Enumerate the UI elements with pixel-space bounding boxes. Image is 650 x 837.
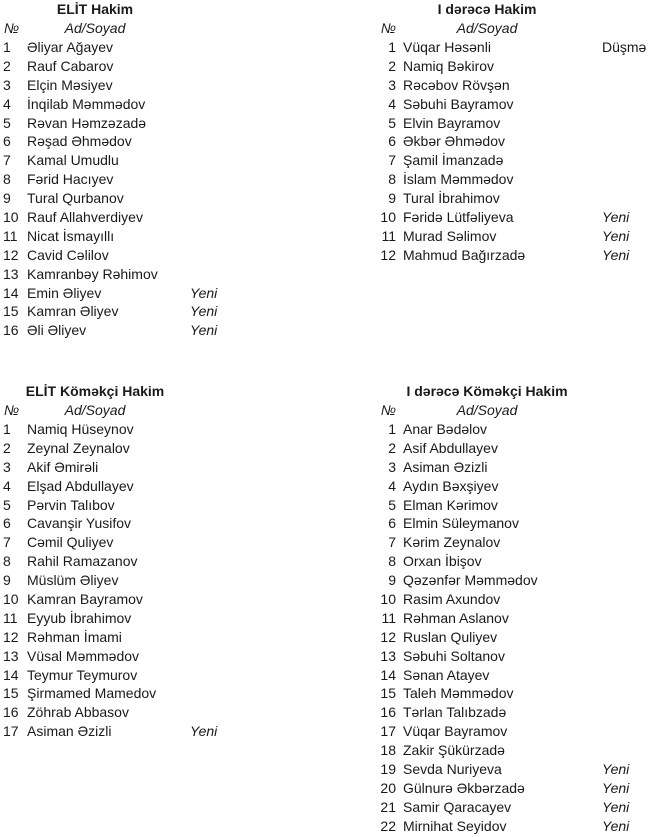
list-item xyxy=(325,420,650,439)
entry-name: Elman Kərimov xyxy=(403,496,498,513)
entry-number: 10 xyxy=(3,209,19,226)
list-item xyxy=(0,95,325,114)
entry-name: Emin Əliyev xyxy=(27,284,102,301)
entry-number: 15 xyxy=(3,303,19,320)
column-header-name: Ad/Soyad xyxy=(64,402,126,418)
entry-number: 11 xyxy=(3,227,18,244)
entry-tag: Yeni xyxy=(602,761,630,778)
entry-number: 7 xyxy=(3,534,11,551)
list-item xyxy=(0,284,325,303)
entry-tag xyxy=(190,439,325,458)
entry-number: 16 xyxy=(3,322,19,339)
list-item xyxy=(325,477,650,496)
entry-number: 12 xyxy=(380,628,396,645)
column-header-name: Ad/Soyad xyxy=(456,20,518,36)
entry-tag: Yeni xyxy=(602,246,630,263)
entry-tag xyxy=(602,666,650,685)
entry-number: 2 xyxy=(3,439,11,456)
entry-name: Cəmil Quliyev xyxy=(27,534,114,551)
entry-tag xyxy=(602,741,650,760)
entry-number: 13 xyxy=(3,647,19,664)
entry-number: 2 xyxy=(388,439,396,456)
entry-name: Taleh Məmmədov xyxy=(403,685,514,702)
entry-tag: Yeni xyxy=(602,817,630,834)
entry-name: Əliyar Ağayev xyxy=(27,39,114,55)
entry-tag xyxy=(190,533,325,552)
entry-name: Tərlan Talıbzadə xyxy=(403,704,507,721)
entry-tag xyxy=(190,151,325,170)
entry-number: 16 xyxy=(380,704,396,721)
entry-number: 10 xyxy=(380,209,396,226)
column-header-number: № xyxy=(4,402,20,418)
list-item xyxy=(325,571,650,590)
list-item xyxy=(325,114,650,133)
entry-number: 2 xyxy=(3,57,11,74)
entry-tag xyxy=(190,114,325,133)
entry-number: 4 xyxy=(3,95,11,112)
entry-number: 17 xyxy=(3,723,19,740)
entry-name: Səbuhi Bayramov xyxy=(403,95,514,112)
entry-name: Mahmud Bağırzadə xyxy=(403,246,526,263)
entry-tag: Yeni xyxy=(602,779,630,796)
entry-number: 18 xyxy=(380,742,396,759)
entry-name: Tural İbrahimov xyxy=(403,190,500,207)
list-item xyxy=(325,647,650,666)
column-header-row xyxy=(0,19,325,38)
list-item xyxy=(325,458,650,477)
entry-tag xyxy=(602,189,650,208)
list-item xyxy=(325,208,650,227)
entry-number: 16 xyxy=(3,704,19,721)
entry-number: 11 xyxy=(381,227,396,244)
list-item xyxy=(0,533,325,552)
list-item xyxy=(0,703,325,722)
entry-name: Aydın Bəxşiyev xyxy=(403,477,499,494)
entry-tag xyxy=(602,571,650,590)
entry-name: Orxan İbişov xyxy=(403,553,482,570)
entry-name: Vüqar Həsənli xyxy=(403,39,491,55)
entry-number: 6 xyxy=(3,133,11,150)
list-item xyxy=(325,95,650,114)
entry-tag xyxy=(602,477,650,496)
entry-number: 8 xyxy=(388,171,396,188)
list-item xyxy=(0,420,325,439)
entry-name: Asiman Əzizli xyxy=(27,723,112,740)
entry-number: 9 xyxy=(388,190,396,207)
entry-number: 13 xyxy=(380,647,396,664)
list-item xyxy=(0,552,325,571)
entry-number: 4 xyxy=(3,477,11,494)
entry-tag xyxy=(602,703,650,722)
section-i-deraca-komakci-hakim xyxy=(325,382,650,836)
column-header-number: № xyxy=(380,402,396,418)
entry-tag xyxy=(190,57,325,76)
list-item xyxy=(0,208,325,227)
entry-name: Elşad Abdullayev xyxy=(27,477,134,494)
section-title: I dərəcə Hakim xyxy=(437,1,537,17)
list-item xyxy=(325,132,650,151)
entry-name: Samir Qaracayev xyxy=(403,798,512,815)
entry-tag: Yeni xyxy=(190,284,218,301)
list-item xyxy=(325,533,650,552)
entry-name: Şirmamed Mamedov xyxy=(27,685,157,702)
entry-name: Rahil Ramazanov xyxy=(27,553,138,570)
entry-tag xyxy=(602,496,650,515)
entry-number: 7 xyxy=(388,152,396,169)
entry-tag xyxy=(602,95,650,114)
entry-tag: Yeni xyxy=(602,227,630,244)
entry-tag xyxy=(602,439,650,458)
entry-name: Müslüm Əliyev xyxy=(27,572,119,589)
entry-tag xyxy=(190,628,325,647)
entry-tag: Yeni xyxy=(190,303,218,320)
entry-tag xyxy=(190,170,325,189)
list-item xyxy=(0,170,325,189)
entry-name: Fəridə Lütfəliyeva xyxy=(403,209,514,226)
list-item xyxy=(325,590,650,609)
entry-number: 14 xyxy=(3,284,19,301)
list-item xyxy=(0,571,325,590)
list-item xyxy=(0,514,325,533)
entry-tag xyxy=(190,666,325,685)
list-item xyxy=(325,227,650,246)
entry-number: 6 xyxy=(388,133,396,150)
entry-name: Kamranbəy Rəhimov xyxy=(27,265,158,282)
entry-tag xyxy=(602,114,650,133)
entry-tag xyxy=(190,496,325,515)
entry-name: Eyyub İbrahimov xyxy=(27,609,132,626)
list-item xyxy=(0,265,325,284)
list-item xyxy=(325,779,650,798)
entry-tag xyxy=(602,76,650,95)
entry-tag xyxy=(602,420,650,439)
entry-tag xyxy=(190,246,325,265)
list-item xyxy=(0,628,325,647)
entry-tag xyxy=(602,647,650,666)
list-item xyxy=(325,703,650,722)
section-title: ELİT Hakim xyxy=(56,1,134,17)
entry-name: Cavid Cəlilov xyxy=(27,246,109,263)
entry-number: 5 xyxy=(3,496,11,513)
entry-number: 2 xyxy=(388,57,396,74)
entry-number: 19 xyxy=(380,761,396,778)
entry-name: Rəhman Aslanov xyxy=(403,609,509,626)
list-item xyxy=(0,722,325,741)
entry-number: 9 xyxy=(3,190,11,207)
entry-name: Rasim Axundov xyxy=(403,591,501,608)
entry-tag: Yeni xyxy=(190,322,218,339)
entry-tag xyxy=(602,684,650,703)
entry-tag xyxy=(190,647,325,666)
entry-tag xyxy=(190,514,325,533)
list-item xyxy=(325,684,650,703)
entry-number: 15 xyxy=(3,685,19,702)
list-item xyxy=(0,496,325,515)
entry-number: 10 xyxy=(3,591,19,608)
column-header-number: № xyxy=(4,20,20,36)
entry-number: 1 xyxy=(388,39,396,55)
entry-name: Şamil İmanzadə xyxy=(403,152,504,169)
section-i-deraca-hakim xyxy=(325,0,650,265)
entry-tag xyxy=(602,533,650,552)
entry-tag xyxy=(602,552,650,571)
entry-number: 22 xyxy=(380,817,396,834)
entry-tag xyxy=(190,76,325,95)
entry-number: 14 xyxy=(380,666,396,683)
column-header-name: Ad/Soyad xyxy=(456,402,518,418)
entry-name: Sevda Nuriyeva xyxy=(403,761,502,778)
entry-name: Vüsal Məmmədov xyxy=(27,647,140,664)
entry-tag xyxy=(190,458,325,477)
list-item xyxy=(0,684,325,703)
entry-tag xyxy=(602,132,650,151)
entry-name: Namiq Bəkirov xyxy=(403,57,495,74)
entry-name: Anar Bədəlov xyxy=(403,421,488,437)
entry-name: Əli Əliyev xyxy=(27,322,87,339)
entry-tag: Yeni xyxy=(602,209,630,226)
entry-number: 5 xyxy=(388,496,396,513)
column-header-name: Ad/Soyad xyxy=(64,20,126,36)
entry-name: Rəcəbov Rövşən xyxy=(403,76,510,93)
entry-tag xyxy=(190,189,325,208)
entry-number: 8 xyxy=(388,553,396,570)
entry-tag xyxy=(602,628,650,647)
entry-tag xyxy=(190,590,325,609)
list-item xyxy=(0,57,325,76)
entry-tag xyxy=(602,722,650,741)
entry-tag xyxy=(190,208,325,227)
entry-tag xyxy=(602,170,650,189)
entry-number: 9 xyxy=(388,572,396,589)
column-header-number: № xyxy=(380,20,396,36)
list-item xyxy=(325,57,650,76)
entry-number: 3 xyxy=(3,76,11,93)
list-item xyxy=(325,722,650,741)
entry-tag xyxy=(190,684,325,703)
entry-number: 7 xyxy=(3,152,11,169)
list-item xyxy=(325,170,650,189)
entry-number: 6 xyxy=(388,515,396,532)
entry-tag: Düşmə xyxy=(602,39,647,55)
list-item xyxy=(325,798,650,817)
entry-number: 17 xyxy=(380,723,396,740)
column-header-row xyxy=(325,19,650,38)
section-elit-komakci-hakim xyxy=(0,382,325,741)
entry-number: 7 xyxy=(388,534,396,551)
entry-name: Gülnurə Əkbərzadə xyxy=(403,779,525,796)
entry-tag: Yeni xyxy=(602,798,630,815)
list-item xyxy=(0,666,325,685)
list-item xyxy=(0,439,325,458)
list-item xyxy=(325,817,650,836)
entry-number: 20 xyxy=(380,779,396,796)
section-title: I dərəcə Köməkçi Hakim xyxy=(406,383,568,399)
entry-tag xyxy=(190,132,325,151)
entry-name: Rəhman İmami xyxy=(27,628,122,645)
entry-name: İnqilab Məmmədov xyxy=(27,95,146,112)
entry-tag xyxy=(190,609,325,628)
entry-name: Rəvan Həmzəzadə xyxy=(27,114,147,131)
entry-name: Namiq Hüseynov xyxy=(27,421,134,437)
list-item xyxy=(0,609,325,628)
column-header-row xyxy=(0,401,325,420)
entry-number: 14 xyxy=(3,666,19,683)
entry-tag xyxy=(602,609,650,628)
entry-name: Cavanşir Yusifov xyxy=(27,515,132,532)
list-item xyxy=(0,114,325,133)
entry-name: Elçin Məsiyev xyxy=(27,76,113,93)
entry-name: Zakir Şükürzadə xyxy=(403,742,505,759)
list-item xyxy=(0,189,325,208)
entry-number: 8 xyxy=(3,553,11,570)
entry-number: 5 xyxy=(388,114,396,131)
list-item xyxy=(325,741,650,760)
entry-name: Tural Qurbanov xyxy=(27,190,124,207)
entry-tag xyxy=(602,458,650,477)
entry-number: 12 xyxy=(380,246,396,263)
entry-name: Rəşad Əhmədov xyxy=(27,133,132,150)
entry-name: Kamran Bayramov xyxy=(27,591,143,608)
entry-number: 3 xyxy=(388,458,396,475)
entry-tag xyxy=(190,265,325,284)
list-item xyxy=(0,246,325,265)
entry-tag xyxy=(602,57,650,76)
entry-tag xyxy=(602,590,650,609)
entry-number: 15 xyxy=(380,685,396,702)
column-header-row xyxy=(325,401,650,420)
entry-tag xyxy=(190,95,325,114)
entry-name: Kamran Əliyev xyxy=(27,303,119,320)
list-item xyxy=(325,666,650,685)
section-elit-hakim xyxy=(0,0,325,340)
list-item xyxy=(0,227,325,246)
list-item xyxy=(0,647,325,666)
entry-name: Murad Səlimov xyxy=(403,227,497,244)
list-item xyxy=(0,132,325,151)
entry-name: Kamal Umudlu xyxy=(27,152,119,169)
entry-tag xyxy=(190,38,325,57)
list-item xyxy=(325,609,650,628)
entry-name: Fərid Hacıyev xyxy=(27,171,114,188)
list-item xyxy=(325,38,650,57)
list-item xyxy=(325,189,650,208)
list-item xyxy=(325,496,650,515)
list-item xyxy=(325,246,650,265)
entry-number: 1 xyxy=(3,421,11,437)
entry-number: 21 xyxy=(380,798,396,815)
entry-name: Zöhrab Abbasov xyxy=(27,704,129,721)
entry-tag xyxy=(190,420,325,439)
list-item xyxy=(0,76,325,95)
entry-name: İslam Məmmədov xyxy=(403,171,514,188)
entry-number: 5 xyxy=(3,114,11,131)
list-item xyxy=(0,302,325,321)
entry-name: Elvin Bayramov xyxy=(403,114,501,131)
entry-number: 4 xyxy=(388,95,396,112)
entry-name: Nicat İsmayıllı xyxy=(27,227,115,244)
list-item xyxy=(0,458,325,477)
list-item xyxy=(0,590,325,609)
list-item xyxy=(325,439,650,458)
list-item xyxy=(325,628,650,647)
entry-tag xyxy=(190,552,325,571)
list-item xyxy=(325,552,650,571)
entry-name: Rauf Cabarov xyxy=(27,57,114,74)
list-item xyxy=(325,514,650,533)
entry-number: 10 xyxy=(380,591,396,608)
entry-number: 4 xyxy=(388,477,396,494)
entry-name: Mirnihat Seyidov xyxy=(403,817,507,834)
entry-number: 12 xyxy=(3,246,19,263)
entry-name: Teymur Teymurov xyxy=(27,666,138,683)
entry-name: Sənan Atayev xyxy=(403,666,490,683)
entry-tag xyxy=(602,151,650,170)
entry-number: 8 xyxy=(3,171,11,188)
entry-number: 1 xyxy=(3,39,11,55)
entry-tag xyxy=(602,514,650,533)
entry-tag xyxy=(190,227,325,246)
entry-name: Vüqar Bayramov xyxy=(403,723,508,740)
list-item xyxy=(0,151,325,170)
entry-number: 6 xyxy=(3,515,11,532)
entry-number: 13 xyxy=(3,265,19,282)
entry-number: 1 xyxy=(388,421,396,437)
entry-name: Əkbər Əhmədov xyxy=(403,133,505,150)
list-item xyxy=(0,38,325,57)
entry-name: Akif Əmirəli xyxy=(27,458,99,475)
entry-number: 11 xyxy=(381,609,396,626)
entry-tag xyxy=(190,703,325,722)
list-item xyxy=(0,321,325,340)
entry-name: Zeynal Zeynalov xyxy=(27,439,130,456)
list-item xyxy=(325,76,650,95)
entry-number: 3 xyxy=(388,76,396,93)
entry-tag xyxy=(190,571,325,590)
entry-name: Ruslan Quliyev xyxy=(403,628,498,645)
entry-name: Rauf Allahverdiyev xyxy=(27,209,143,226)
entry-number: 9 xyxy=(3,572,11,589)
entry-number: 12 xyxy=(3,628,19,645)
entry-tag xyxy=(190,477,325,496)
entry-number: 3 xyxy=(3,458,11,475)
entry-tag: Yeni xyxy=(190,723,218,740)
entry-name: Elmin Süleymanov xyxy=(403,515,519,532)
list-item xyxy=(325,760,650,779)
list-item xyxy=(0,477,325,496)
entry-name: Pərvin Talıbov xyxy=(27,496,115,513)
list-item xyxy=(325,151,650,170)
entry-name: Asiman Əzizli xyxy=(403,458,488,475)
section-title: ELİT Köməkçi Hakim xyxy=(25,383,165,399)
entry-number: 11 xyxy=(3,609,18,626)
entry-name: Qəzənfər Məmmədov xyxy=(403,572,538,589)
entry-name: Asif Abdullayev xyxy=(403,439,498,456)
entry-name: Kərim Zeynalov xyxy=(403,534,501,551)
entry-name: Səbuhi Soltanov xyxy=(403,647,505,664)
